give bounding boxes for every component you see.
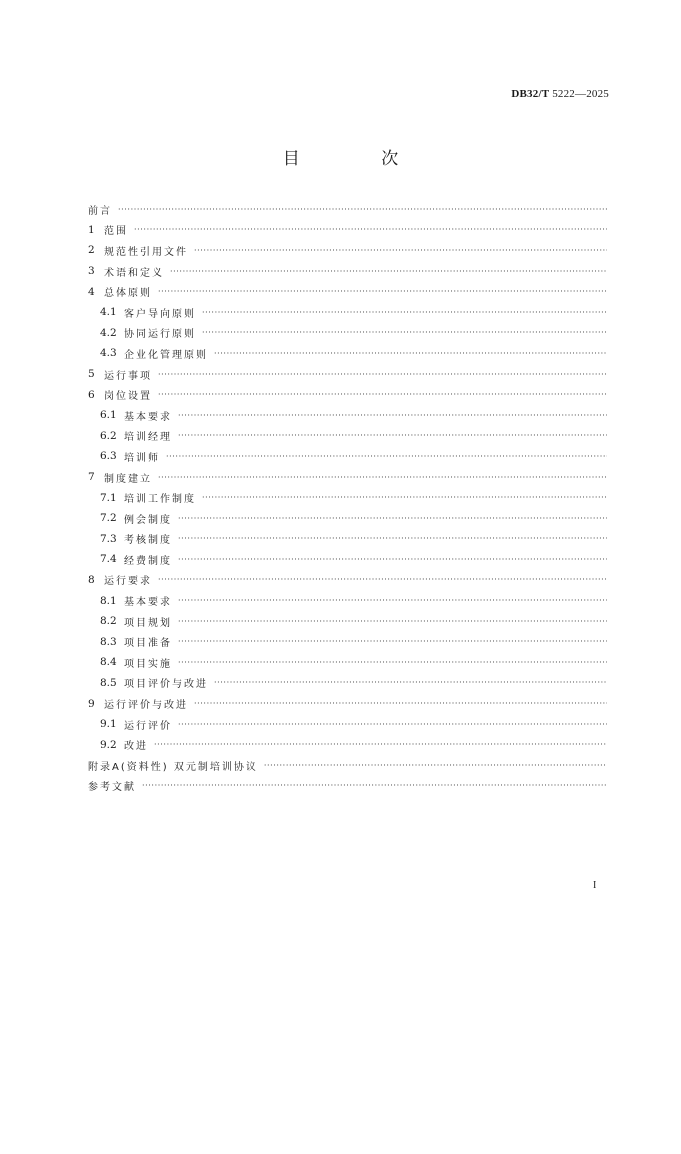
toc-entry-label: 术语和定义 — [104, 267, 164, 279]
toc-entry-number: 4.1 — [100, 306, 117, 319]
toc-entry-number: 7.1 — [100, 491, 117, 504]
toc-entry-label: 岗位设置 — [104, 391, 152, 403]
standard-code-number: 5222—2025 — [549, 88, 609, 100]
toc-entry-label: 参考文献 — [88, 782, 136, 794]
toc-entry-label: 运行评价 — [124, 720, 172, 732]
toc-entry-number: 8.5 — [100, 676, 117, 689]
toc-entry-number: 6.3 — [100, 450, 117, 463]
toc-entry-number: 9 — [88, 697, 95, 710]
toc-entry-label: 培训师 — [124, 452, 160, 464]
toc-entry-label: 培训工作制度 — [124, 494, 196, 506]
toc-entry-number: 6 — [88, 388, 95, 401]
toc-entry-page — [88, 776, 609, 797]
toc-entry-number: 2 — [88, 244, 95, 257]
toc-entry-label: 例会制度 — [124, 514, 172, 526]
toc-entry-label: 项目实施 — [124, 658, 172, 670]
toc-entry-label: 经费制度 — [124, 555, 172, 567]
toc-entry[interactable] — [88, 776, 609, 797]
toc-entry-label: 运行评价与改进 — [104, 700, 188, 712]
toc-entry-label: 项目规划 — [124, 617, 172, 629]
toc-entry-number: 8.4 — [100, 656, 117, 669]
toc-entry-label: 基本要求 — [124, 411, 172, 423]
toc-entry-label: 项目准备 — [124, 638, 172, 650]
toc-entry-number: 4.2 — [100, 326, 117, 339]
toc-entry-number: 8.3 — [100, 635, 117, 648]
toc-entry-number: 7 — [88, 471, 95, 484]
toc-entry-label: 范围 — [104, 226, 128, 238]
toc-entry-label: 企业化管理原则 — [124, 349, 208, 361]
toc-entry-label: 客户导向原则 — [124, 308, 196, 320]
toc-entry-number: 4 — [88, 285, 95, 298]
toc-entry-number: 6.2 — [100, 429, 117, 442]
toc-title: 目 次 — [282, 149, 437, 169]
toc-entry-number: 7.4 — [100, 553, 117, 566]
toc-entry-number: 8.1 — [100, 594, 117, 607]
toc-entry-number: 8.2 — [100, 615, 117, 628]
toc-entry-label: 考核制度 — [124, 535, 172, 547]
toc-entry-label: 前言 — [88, 205, 112, 217]
toc-entry-number: 7.2 — [100, 512, 117, 525]
toc-entry-number: 3 — [88, 265, 95, 278]
toc-entry-number: 9.2 — [100, 738, 117, 751]
toc-entry-label: 项目评价与改进 — [124, 679, 208, 691]
toc-entry-number: 7.3 — [100, 532, 117, 545]
toc-entry-number: 9.1 — [100, 718, 117, 731]
toc-entry-label: 培训经理 — [124, 432, 172, 444]
toc-entry-label: 基本要求 — [124, 597, 172, 609]
toc-entry-number: 1 — [88, 223, 95, 236]
toc-entry-label: 运行事项 — [104, 370, 152, 382]
toc-entry-number: 4.3 — [100, 347, 117, 360]
toc-entry-number: 8 — [88, 573, 95, 586]
page-number: I — [593, 880, 597, 891]
toc-entry-number: 5 — [88, 368, 95, 381]
table-of-contents — [88, 199, 609, 796]
toc-entry-label: 规范性引用文件 — [104, 246, 188, 258]
standard-code-prefix: DB32/T — [511, 88, 550, 100]
toc-entry-label: 协同运行原则 — [124, 329, 196, 341]
toc-entry-label: 总体原则 — [104, 288, 152, 300]
standard-code — [511, 88, 609, 100]
toc-entry-label: 附录A(资料性) 双元制培训协议 — [88, 761, 258, 773]
toc-entry-label: 运行要求 — [104, 576, 152, 588]
toc-entry-number: 6.1 — [100, 409, 117, 422]
toc-entry-label: 制度建立 — [104, 473, 152, 485]
toc-entry-label: 改进 — [124, 741, 148, 753]
